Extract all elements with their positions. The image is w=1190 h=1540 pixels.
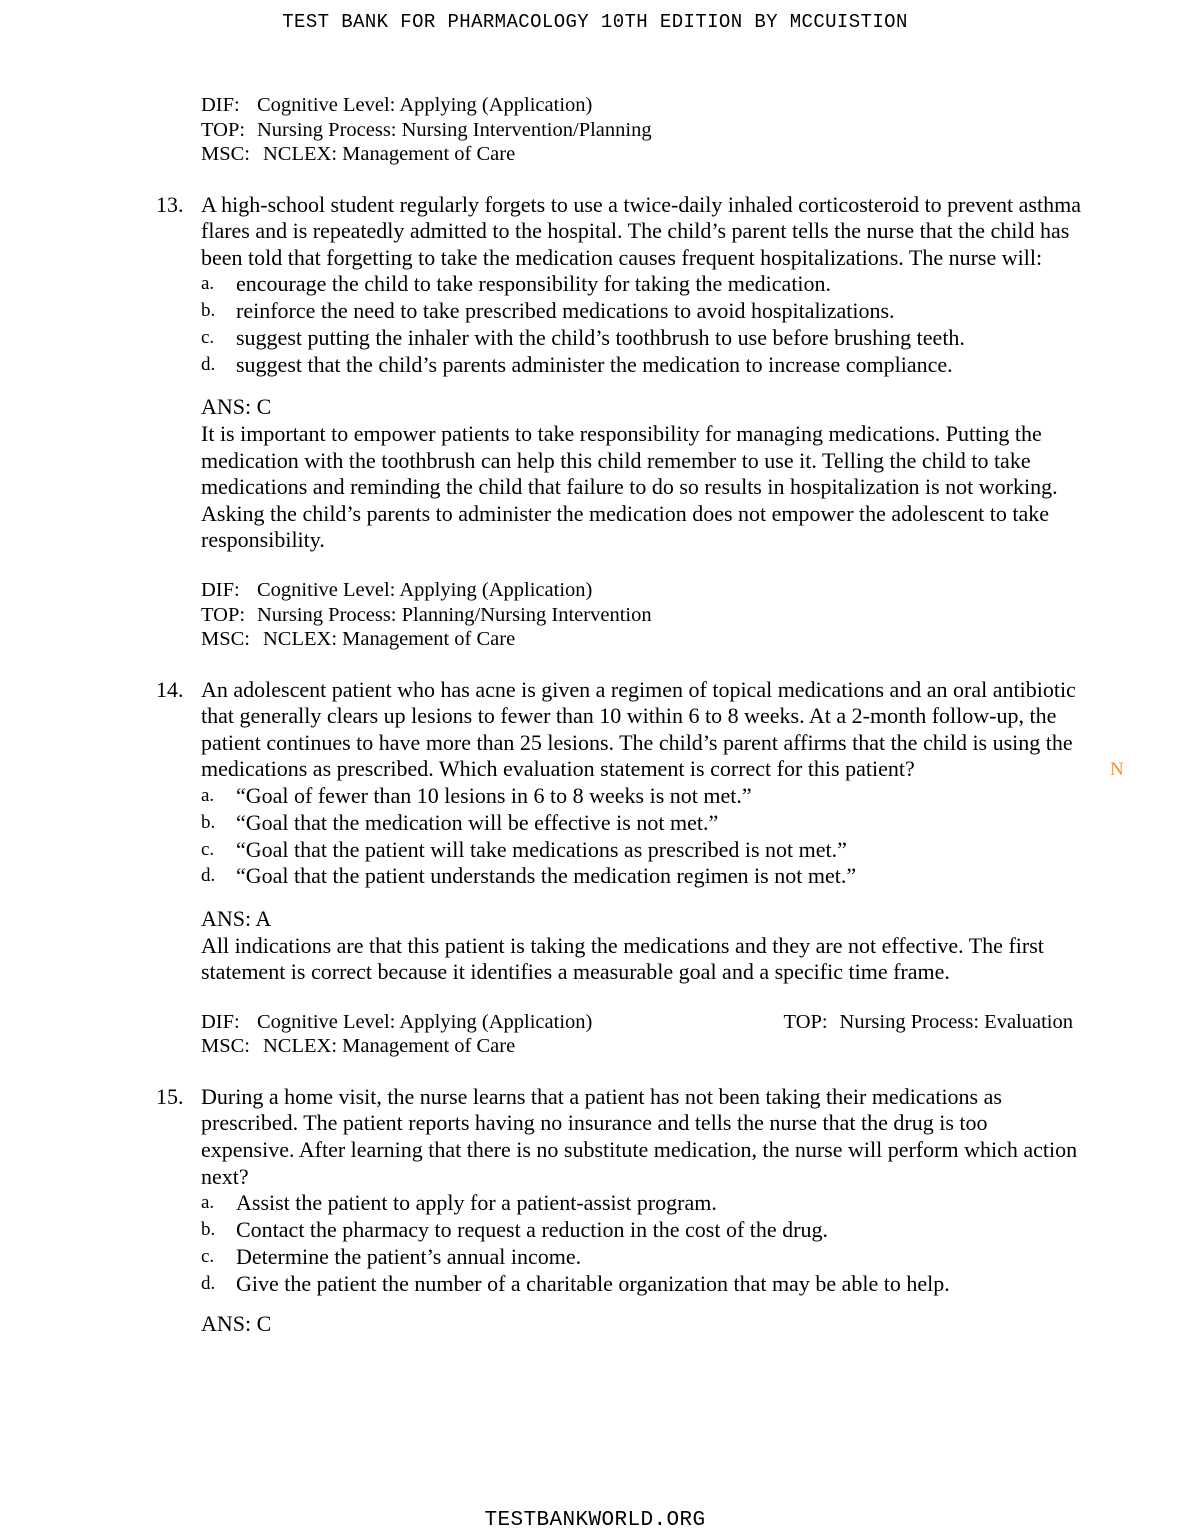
option-letter: d. (201, 353, 216, 375)
answer-options (201, 783, 1081, 890)
meta-block-q13 (201, 578, 1081, 652)
option-letter: c. (201, 1245, 215, 1267)
option-letter: a. (201, 784, 215, 806)
option-text: reinforce the need to take prescribed medications to avoid hospitalizations. (236, 298, 895, 324)
page-header: TEST BANK FOR PHARMACOLOGY 10TH EDITION BY MCCUISTION (282, 11, 908, 33)
top-label: TOP: (201, 118, 246, 141)
option-text: Assist the patient to apply for a patient-assist program. (236, 1190, 717, 1216)
dif-label: DIF: (201, 579, 240, 602)
option-a (201, 1190, 1081, 1217)
option-c (201, 1244, 1081, 1271)
option-b (201, 1217, 1081, 1244)
option-text: encourage the child to take responsibility for taking the medication. (236, 271, 832, 297)
msc-label: MSC: (201, 628, 250, 651)
meta-block-q12 (201, 93, 1081, 167)
page-footer: TESTBANKWORLD.ORG (484, 1509, 706, 1532)
option-letter: c. (201, 326, 215, 348)
answer-15 (201, 1311, 1081, 1338)
top-label: TOP: (201, 603, 246, 626)
question-stem: During a home visit, the nurse learns that a patient has not been taking their medications as prescribed. The patient reports having no insurance and tells the nurse that the drug is too expensive. After learning that there is no substitute medication, the nurse will perform which action next? (201, 1083, 1078, 1189)
msc-label: MSC: (201, 143, 250, 165)
option-letter: d. (201, 1272, 216, 1294)
msc-value: NCLEX: Management of Care (263, 143, 516, 165)
option-d (201, 863, 1081, 890)
rationale: It is important to empower patients to take responsibility for managing medications. Putting the medication with the toothbrush can help this child remember to use it. Telling the child to take medications and reminding the child that failure to do so results in hospitalization is not working. Asking the child’s parents to administer the medication does not empower the adolescent to take responsibility. (201, 421, 1058, 553)
option-letter: b. (201, 1219, 216, 1241)
msc-label: MSC: (201, 1035, 250, 1058)
watermark-mark: N (1110, 759, 1124, 780)
option-text: Give the patient the number of a charitable organization that may be able to help. (236, 1270, 950, 1296)
option-text: “Goal that the patient will take medications as prescribed is not met.” (236, 836, 847, 862)
question-stem: An adolescent patient who has acne is given a regimen of topical medications and an oral antibiotic that generally clears up lesions to fewer than 10 within 6 to 8 weeks. At a 2-month follow-up, the patient continues to have more than 25 lesions. The child’s parent affirms that the child is using the medications as prescribed. Which evaluation statement is correct for this patient? (201, 676, 1076, 782)
dif-label: DIF: (201, 1010, 240, 1033)
rationale: All indications are that this patient is taking the medications and they are not effective. The first statement is correct because it identifies a measurable goal and a specific time frame. (201, 932, 1044, 985)
option-a (201, 783, 1081, 810)
option-text: “Goal of fewer than 10 lesions in 6 to 8 weeks is not met.” (236, 782, 752, 808)
question-13 (156, 191, 1081, 379)
option-c (201, 325, 1081, 352)
question-number: 13. (156, 191, 184, 217)
answer-options (201, 1190, 1081, 1297)
option-text: Contact the pharmacy to request a reduction in the cost of the drug. (236, 1217, 828, 1243)
option-text: suggest putting the inhaler with the child’s toothbrush to use before brushing teeth. (236, 324, 965, 350)
option-letter: a. (201, 1192, 215, 1214)
top-value: Nursing Process: Nursing Intervention/Planning (257, 118, 652, 141)
top-label: TOP: (783, 1010, 828, 1033)
top-value: Nursing Process: Evaluation (839, 1010, 1073, 1033)
question-stem: A high-school student regularly forgets to use a twice-daily inhaled corticosteroid to prevent asthma flares and is repeatedly admitted to the hospital. The child’s parent tells the nurse that the child has been told that forgetting to take the medication causes frequent hospitalizations. The nurse will: (201, 191, 1081, 270)
option-letter: c. (201, 838, 215, 860)
option-a (201, 271, 1081, 298)
question-14 (156, 676, 1081, 891)
option-letter: b. (201, 811, 216, 833)
msc-value: NCLEX: Management of Care (263, 1035, 516, 1058)
answer-key: ANS: C (201, 1311, 272, 1337)
question-number: 15. (156, 1083, 184, 1109)
option-d (201, 1271, 1081, 1298)
option-d (201, 352, 1081, 379)
msc-value: NCLEX: Management of Care (263, 628, 516, 651)
option-c (201, 837, 1081, 864)
top-value: Nursing Process: Planning/Nursing Intervention (257, 603, 652, 626)
option-letter: a. (201, 273, 215, 295)
answer-key: ANS: C (201, 394, 272, 420)
option-b (201, 298, 1081, 325)
option-b (201, 810, 1081, 837)
option-text: “Goal that the patient understands the medication regimen is not met.” (236, 863, 857, 889)
dif-label: DIF: (201, 94, 240, 116)
answer-key: ANS: A (201, 906, 272, 932)
dif-value: Cognitive Level: Applying (Application) (257, 579, 593, 602)
option-letter: d. (201, 865, 216, 887)
page-body (156, 93, 1081, 1338)
dif-value: Cognitive Level: Applying (Application) (257, 1010, 593, 1033)
option-text: Determine the patient’s annual income. (236, 1243, 582, 1269)
answer-options (201, 271, 1081, 378)
dif-value: Cognitive Level: Applying (Application) (257, 94, 593, 116)
option-text: “Goal that the medication will be effective is not met.” (236, 809, 719, 835)
answer-14 (201, 906, 1081, 986)
question-number: 14. (156, 676, 184, 702)
question-15 (156, 1083, 1081, 1298)
option-text: suggest that the child’s parents administer the medication to increase compliance. (236, 351, 953, 377)
option-letter: b. (201, 300, 216, 322)
answer-13 (201, 394, 1081, 554)
meta-block-q14 (201, 1010, 1081, 1059)
